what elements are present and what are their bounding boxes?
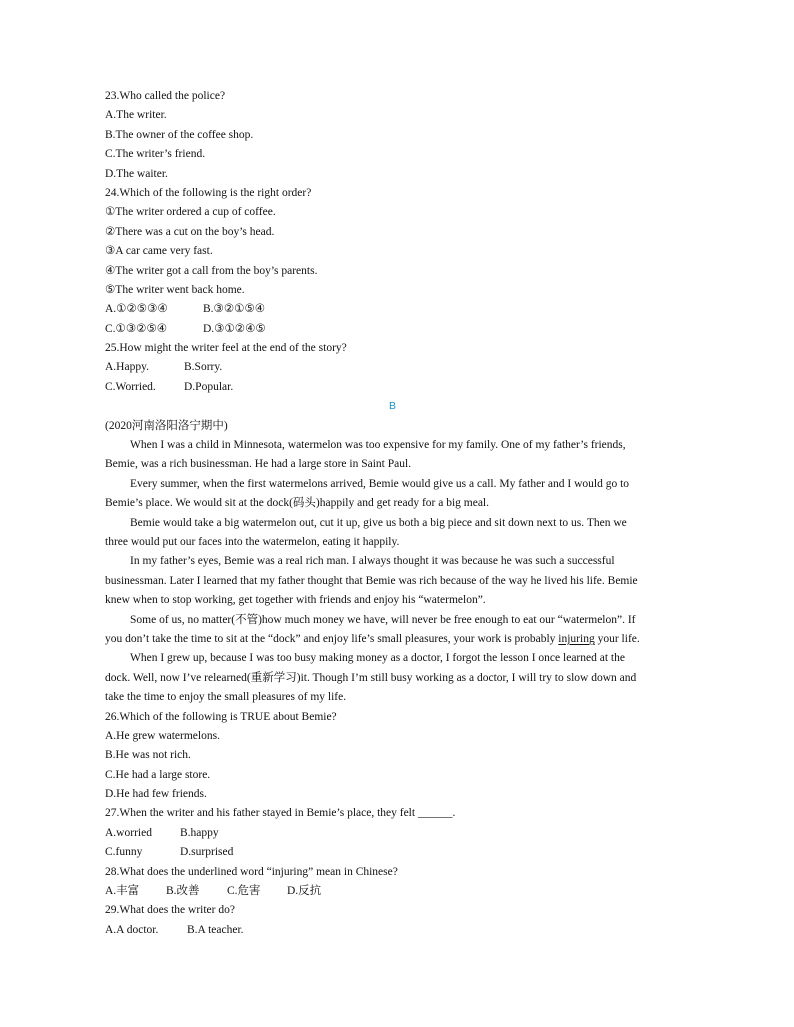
q25-option-a: A.Happy.: [105, 361, 149, 374]
q27-options-row-1: [105, 824, 680, 843]
passage-p4-line-3: knew when to stop working, get together with friends and enjoy his “watermelon”.: [105, 594, 486, 607]
q25-options-row-2: [105, 378, 680, 397]
q27-options-row-2: [105, 843, 680, 862]
q25-option-c: C.Worried.: [105, 380, 156, 393]
q24-event-3: ③A car came very fast.: [105, 245, 213, 258]
q28-option-c: C.危害: [227, 885, 261, 898]
passage-p5-line-2: [105, 630, 680, 649]
q24-option-c: C.①③②⑤④: [105, 322, 168, 335]
q23-option-c: C.The writer’s friend.: [105, 148, 206, 161]
passage-p6-line-1: When I grew up, because I was too busy making money as a doctor, I forgot the lesson I once learned at the: [130, 652, 625, 665]
passage-p1-line-2: Bemie, was a rich businessman. He had a large store in Saint Paul.: [105, 458, 412, 471]
q27-option-d: D.surprised: [180, 846, 234, 859]
q27-option-a: A.worried: [105, 826, 152, 839]
q24-event-5: ⑤The writer went back home.: [105, 283, 245, 296]
passage-p5-text-after: your life.: [594, 632, 640, 645]
passage-p2-line-2: Bemie’s place. We would sit at the dock(码头)happily and get ready for a big meal.: [105, 497, 489, 510]
q23-option-b: B.The owner of the coffee shop.: [105, 128, 254, 141]
q28-options-row: [105, 882, 680, 901]
passage-p6-line-3: take the time to enjoy the small pleasures of my life.: [105, 691, 347, 704]
passage-p5-line-1: Some of us, no matter(不管)how much money we have, will never be free enough to eat our “watermelon”. If: [130, 613, 636, 626]
q24-event-4: ④The writer got a call from the boy’s parents.: [105, 264, 318, 277]
q23-option-a: A.The writer.: [105, 109, 167, 122]
passage-p3-line-1: Bemie would take a big watermelon out, cut it up, give us both a big piece and sit down next to us. Then we: [130, 516, 627, 529]
question-29-stem: 29.What does the writer do?: [105, 904, 235, 917]
passage-p4-line-1: In my father’s eyes, Bemie was a real rich man. I always thought it was because he was such a successful: [130, 555, 615, 568]
q24-option-d: D.③①②④⑤: [203, 322, 266, 335]
q28-option-d: D.反抗: [287, 885, 322, 898]
q26-option-d: D.He had few friends.: [105, 788, 207, 801]
q24-option-a: A.①②⑤③④: [105, 303, 168, 316]
q26-option-b: B.He was not rich.: [105, 749, 191, 762]
q26-option-a: A.He grew watermelons.: [105, 729, 220, 742]
question-25-stem: 25.How might the writer feel at the end of the story?: [105, 342, 347, 355]
q25-option-d: D.Popular.: [184, 380, 234, 393]
q29-option-b: B.A teacher.: [187, 923, 244, 936]
q24-option-b: B.③②①⑤④: [203, 303, 266, 316]
section-b-label: B: [388, 400, 396, 413]
q29-options-row: [105, 921, 680, 940]
passage-p4-line-2: businessman. Later I learned that my father thought that Bemie was rich because of the way he lived his life. Bemie: [105, 574, 638, 587]
question-28-stem: 28.What does the underlined word “injuring” mean in Chinese?: [105, 865, 398, 878]
question-27-stem: 27.When the writer and his father stayed in Bemie’s place, they felt ______.: [105, 807, 456, 820]
q24-options-row-2: [105, 320, 680, 339]
question-23-stem: 23.Who called the police?: [105, 90, 226, 102]
passage-p3-line-2: three would put our faces into the watermelon, eating it happily.: [105, 535, 400, 548]
q27-option-b: B.happy: [180, 826, 219, 839]
q24-options-row-1: [105, 300, 680, 319]
underlined-word-injuring: injuring: [558, 632, 595, 645]
q29-option-a: A.A doctor.: [105, 923, 159, 936]
q26-option-c: C.He had a large store.: [105, 768, 211, 781]
page-content: [105, 87, 680, 940]
q28-option-a: A.丰富: [105, 885, 140, 898]
q28-option-b: B.改善: [166, 885, 200, 898]
passage-p1-line-1: When I was a child in Minnesota, watermelon was too expensive for my family. One of my father’s friends,: [130, 439, 626, 452]
question-26-stem: 26.Which of the following is TRUE about Bemie?: [105, 710, 337, 723]
q24-event-2: ②There was a cut on the boy’s head.: [105, 225, 275, 238]
q25-option-b: B.Sorry.: [184, 361, 223, 374]
q23-option-d: D.The waiter.: [105, 167, 168, 180]
q27-option-c: C.funny: [105, 846, 143, 859]
passage-p5-text-before: you don’t take the time to sit at the “dock” and enjoy life’s small pleasures, your work is probably: [105, 632, 559, 645]
q24-event-1: ①The writer ordered a cup of coffee.: [105, 206, 276, 219]
passage-p6-line-2: dock. Well, now I’ve relearned(重新学习)it. Though I’m still busy working as a doctor, I will try to slow down and: [105, 671, 637, 684]
question-24-stem: 24.Which of the following is the right order?: [105, 186, 312, 199]
q25-options-row-1: [105, 358, 680, 377]
passage-p2-line-1: Every summer, when the first watermelons arrived, Bemie would give us a call. My father and I would go to: [130, 477, 630, 490]
section-b-source: (2020河南洛阳洛宁期中): [105, 419, 228, 432]
